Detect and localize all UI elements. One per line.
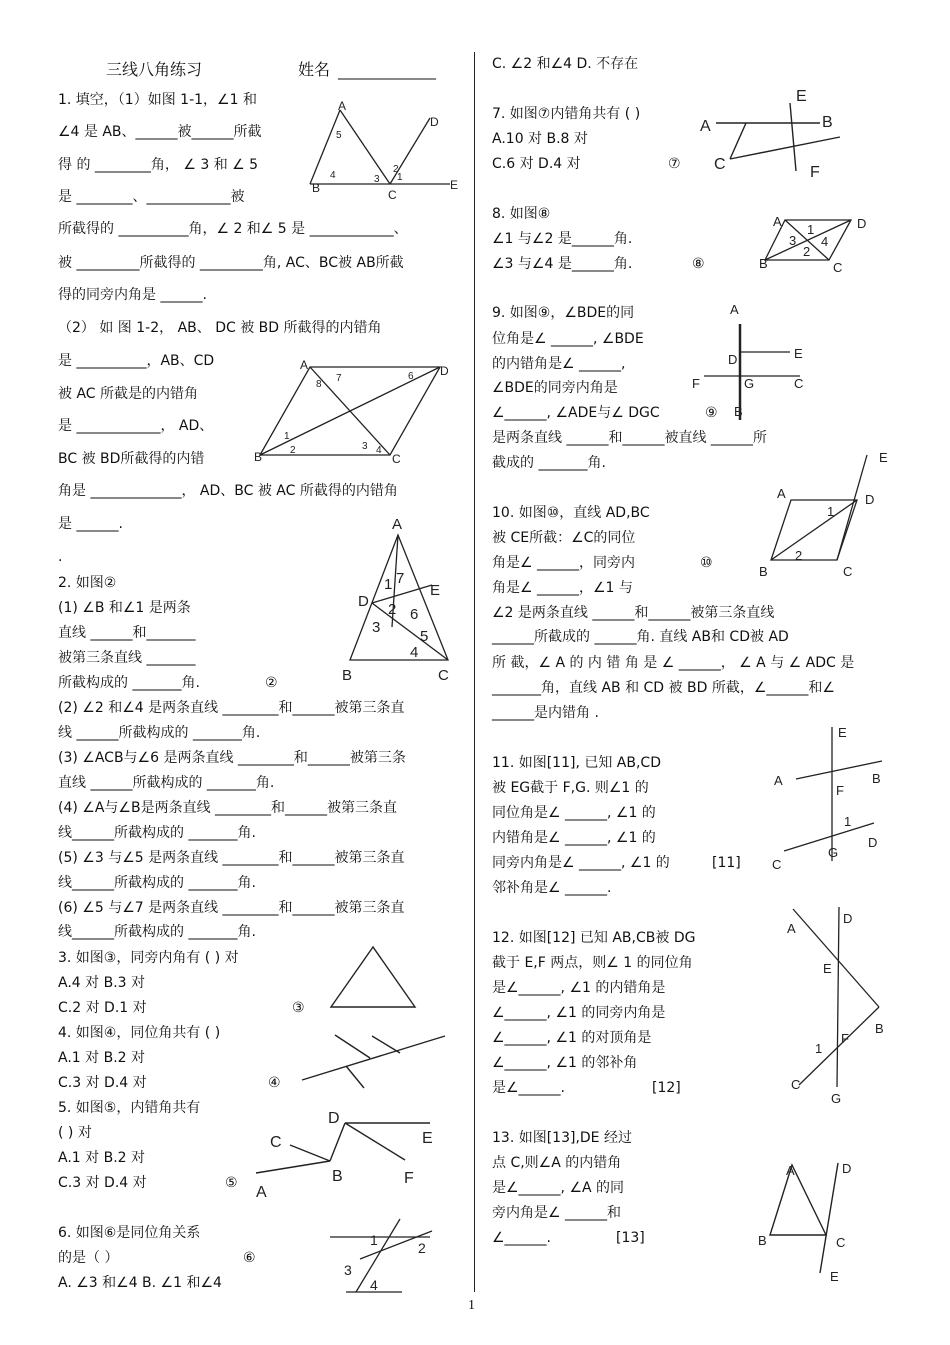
fig-label: 3 xyxy=(344,1262,352,1278)
q3-line: 3. 如图③，同旁内角有 ( ) 对 xyxy=(58,950,239,966)
q7-line: 7. 如图⑦内错角共有 ( ) xyxy=(492,106,641,122)
fig-label: G xyxy=(744,376,755,391)
q13-line: 13. 如图[13],DE 经过 xyxy=(492,1130,632,1146)
fig-label: E xyxy=(794,346,803,361)
figure-3 xyxy=(325,945,425,1015)
q11-line: 被 EG截于 F,G. 则∠1 的 xyxy=(492,780,649,796)
q6-line: C. ∠2 和∠4 D. 不存在 xyxy=(492,56,639,72)
fig-label: C xyxy=(791,1077,801,1092)
q2-line: 线______所截构成的 _______角. xyxy=(58,875,256,891)
fig-label: 1 xyxy=(827,504,835,519)
fig-label: D xyxy=(857,216,867,231)
figure-11 xyxy=(770,725,890,875)
fig-label: B xyxy=(734,404,743,419)
figure-4 xyxy=(300,1030,450,1090)
q3-line: C.2 对 D.1 对 xyxy=(58,1000,147,1016)
q1-line: 是 __________，AB、CD xyxy=(58,353,215,369)
figure-6 xyxy=(330,1215,440,1295)
fig-label: C xyxy=(388,188,397,202)
q7-line: C.6 对 D.4 对 xyxy=(492,156,581,172)
fig-label: 2 xyxy=(290,445,296,456)
stray-dot: . xyxy=(58,549,63,565)
figure-10 xyxy=(755,450,895,579)
q8-line: ∠3 与∠4 是______角. xyxy=(492,256,633,272)
q1-line: 角是 _____________， AD、BC 被 AC 所截得的内错角 xyxy=(58,483,398,499)
fig-label: E xyxy=(879,450,888,465)
fig-label: 6 xyxy=(408,371,414,382)
fig-label: F xyxy=(404,1170,414,1187)
fig-label: C xyxy=(270,1134,282,1151)
figure-tag: ⑤ xyxy=(225,1175,238,1191)
q1-line: 得的同旁内角是 ______. xyxy=(58,287,207,303)
fig-label: B xyxy=(759,256,768,271)
q1-line: 所截得的 __________角，∠ 2 和∠ 5 是 ____________、 xyxy=(58,221,408,237)
q1-line: BC 被 BD所截得的内错 xyxy=(58,451,205,467)
q2-line: (4) ∠A与∠B是两条直线 ________和______被第三条直 xyxy=(58,800,398,816)
figure-tag: ③ xyxy=(292,1000,305,1016)
fig-label: C xyxy=(833,260,843,275)
q9-line: 的内错角是∠ ______, xyxy=(492,356,626,372)
figure-1-1 xyxy=(300,100,460,200)
fig-label: 4 xyxy=(821,234,829,249)
fig-label: 8 xyxy=(316,379,322,390)
q10-line: ______是内错角 . xyxy=(492,705,599,721)
fig-label: C xyxy=(438,667,449,684)
q10-line: 角是∠ ______，同旁内 xyxy=(492,555,636,571)
q10-line: ______所截成的 ______角. 直线 AB和 CD被 AD xyxy=(492,629,789,645)
q11-line: 同旁内角是∠ ______, ∠1 的 xyxy=(492,855,670,871)
fig-label: A xyxy=(730,302,739,317)
q12-line: 截于 E,F 两点，则∠ 1 的同位角 xyxy=(492,955,693,971)
fig-label: C xyxy=(392,452,401,466)
q8-line: ∠1 与∠2 是______角. xyxy=(492,231,633,247)
q12-line: ∠______, ∠1 的邻补角 xyxy=(492,1055,638,1071)
q9-line: ∠______, ∠ADE与∠ DGC xyxy=(492,405,660,421)
q7-line: A.10 对 B.8 对 xyxy=(492,131,588,147)
fig-label: 4 xyxy=(330,170,336,181)
column-divider xyxy=(474,52,475,1292)
fig-label: 2 xyxy=(418,1240,426,1256)
fig-label: A xyxy=(774,773,783,788)
fig-label: D xyxy=(328,1110,340,1127)
fig-label: B xyxy=(332,1168,343,1185)
q12-line: 12. 如图[12] 已知 AB,CB被 DG xyxy=(492,930,696,946)
q10-line: 角是∠ ______，∠1 与 xyxy=(492,580,633,596)
q12-line: ∠______, ∠1 的对顶角是 xyxy=(492,1030,652,1046)
fig-label: 1 xyxy=(844,814,852,829)
q2-line: 线______所截构成的 _______角. xyxy=(58,825,256,841)
fig-label: 2 xyxy=(795,548,803,563)
q6-line: 的是（ ） xyxy=(58,1250,119,1266)
q12-line: ∠______, ∠1 的同旁内角是 xyxy=(492,1005,666,1021)
figure-12 xyxy=(785,905,905,1105)
fig-label: 3 xyxy=(362,441,368,452)
fig-label: B xyxy=(312,181,321,195)
q2-line: (3) ∠ACB与∠6 是两条直线 ________和______被第三条 xyxy=(58,750,406,766)
q9-line: 是两条直线 ______和______被直线 ______所 xyxy=(492,430,767,446)
fig-label: 1 xyxy=(807,222,815,237)
figure-9 xyxy=(690,300,820,425)
fig-label: E xyxy=(422,1130,433,1147)
fig-label: 1 xyxy=(815,1041,823,1056)
fig-label: B xyxy=(758,1233,767,1248)
q2-line: 线______所截构成的 _______角. xyxy=(58,924,256,940)
q2-line: (5) ∠3 与∠5 是两条直线 ________和______被第三条直 xyxy=(58,850,405,866)
q1-line: ∠4 是 AB、______被______所截 xyxy=(58,124,262,140)
q5-line: ( ) 对 xyxy=(58,1125,92,1141)
figure-8 xyxy=(755,210,875,280)
name-blank: ______________ xyxy=(338,64,436,80)
fig-label: E xyxy=(823,961,832,976)
q1-line: 被 AC 所截是的内错角 xyxy=(58,386,199,402)
q5-line: 5. 如图⑤，内错角共有 xyxy=(58,1100,201,1116)
fig-label: D xyxy=(868,835,878,850)
q11-line: 内错角是∠ ______, ∠1 的 xyxy=(492,830,656,846)
q6-line: A. ∠3 和∠4 B. ∠1 和∠4 xyxy=(58,1275,222,1291)
fig-label: F xyxy=(810,164,820,181)
figure-tag: ② xyxy=(265,675,278,691)
fig-label: 6 xyxy=(410,606,419,623)
fig-label: A xyxy=(256,1184,267,1201)
figure-tag: ⑩ xyxy=(700,555,713,571)
fig-label: B xyxy=(875,1021,884,1036)
fig-label: 2 xyxy=(803,244,811,259)
fig-label: A xyxy=(777,486,786,501)
fig-label: 1 xyxy=(384,576,393,593)
figure-tag: ④ xyxy=(268,1075,281,1091)
fig-label: C xyxy=(714,156,726,173)
q12-line: 是∠______, ∠1 的内错角是 xyxy=(492,980,666,996)
fig-label: C xyxy=(794,376,804,391)
fig-label: A xyxy=(786,1163,795,1178)
q9-line: 截成的 _______角. xyxy=(492,455,606,471)
q13-line: ∠______. xyxy=(492,1230,552,1246)
q10-line: _______角，直线 AB 和 CD 被 BD 所截，∠______和∠ xyxy=(492,680,835,696)
fig-label: E xyxy=(430,582,441,599)
fig-label: E xyxy=(830,1269,839,1284)
q2-line: 直线 ______和_______ xyxy=(58,625,196,641)
q2-line: (2) ∠2 和∠4 是两条直线 ________和______被第三条直 xyxy=(58,700,405,716)
fig-label: E xyxy=(796,88,807,105)
fig-label: D xyxy=(440,364,449,378)
fig-label: G xyxy=(831,1091,842,1106)
q9-line: 位角是∠ ______, ∠BDE xyxy=(492,331,644,347)
figure-tag: ⑧ xyxy=(692,256,705,272)
q11-line: 同位角是∠ ______, ∠1 的 xyxy=(492,805,656,821)
q13-line: 点 C,则∠A 的内错角 xyxy=(492,1155,622,1171)
fig-label: 4 xyxy=(376,445,382,456)
fig-label: 5 xyxy=(336,130,342,141)
fig-label: D xyxy=(865,492,875,507)
figure-5 xyxy=(250,1105,450,1201)
fig-label: D xyxy=(430,115,439,129)
fig-label: C xyxy=(836,1235,846,1250)
q8-line: 8. 如图⑧ xyxy=(492,206,551,222)
q2-line: (1) ∠B 和∠1 是两条 xyxy=(58,600,191,616)
fig-label: 3 xyxy=(372,619,381,636)
fig-label: B xyxy=(759,564,768,579)
q4-line: C.3 对 D.4 对 xyxy=(58,1075,147,1091)
q2-line: 直线 ______所截构成的 _______角. xyxy=(58,775,275,791)
fig-label: A xyxy=(787,921,796,936)
fig-label: E xyxy=(838,725,847,740)
q5-line: A.1 对 B.2 对 xyxy=(58,1150,146,1166)
figure-tag: [11] xyxy=(712,855,741,871)
worksheet-title: 三线八角练习 xyxy=(106,60,203,79)
fig-label: 5 xyxy=(420,628,429,645)
fig-label: A xyxy=(392,516,403,533)
fig-label: B xyxy=(822,114,833,131)
fig-label: E xyxy=(450,178,459,192)
fig-label: A xyxy=(338,99,347,113)
fig-label: C xyxy=(772,857,782,872)
fig-label: 4 xyxy=(410,644,419,661)
q1-line: 是 ________、____________被 xyxy=(58,189,245,205)
q10-line: 所 截，∠ A 的 内 错 角 是 ∠ ______， ∠ A 与 ∠ ADC 是 xyxy=(492,655,855,671)
fig-label: 3 xyxy=(789,233,797,248)
figure-7 xyxy=(700,85,850,185)
q3-line: A.4 对 B.3 对 xyxy=(58,975,146,991)
fig-label: 7 xyxy=(336,373,342,384)
fig-label: F xyxy=(841,1031,849,1046)
fig-label: F xyxy=(692,376,700,391)
q2-line: (6) ∠5 与∠7 是两条直线 ________和______被第三条直 xyxy=(58,900,405,916)
figure-tag: [13] xyxy=(616,1230,645,1246)
fig-label: B xyxy=(872,771,881,786)
q1-line: （2） 如 图 1-2， AB、 DC 被 BD 所截得的内错角 xyxy=(58,320,382,336)
figure-tag: [12] xyxy=(652,1080,681,1096)
figure-tag: ⑥ xyxy=(243,1250,256,1266)
fig-label: 2 xyxy=(393,164,399,175)
q12-line: 是∠______. xyxy=(492,1080,566,1096)
figure-13 xyxy=(750,1155,860,1295)
figure-2 xyxy=(340,515,460,684)
figure-tag: ⑦ xyxy=(668,156,681,172)
q11-line: 11. 如图[11], 已知 AB,CD xyxy=(492,755,661,771)
q10-line: 10. 如图⑩，直线 AD,BC xyxy=(492,505,650,521)
fig-label: C xyxy=(843,564,853,579)
q1-line: 得 的 ________角， ∠ 3 和 ∠ 5 xyxy=(58,157,259,173)
q2-line: 所截构成的 _______角. xyxy=(58,675,200,691)
fig-label: 1 xyxy=(370,1232,378,1248)
q10-line: ∠2 是两条直线 ______和______被第三条直线 xyxy=(492,605,775,621)
q1-line: 是 ____________， AD、 xyxy=(58,418,214,434)
fig-label: 4 xyxy=(370,1277,378,1293)
q13-line: 旁内角是∠ ______和 xyxy=(492,1205,622,1221)
fig-label: B xyxy=(254,450,263,464)
fig-label: A xyxy=(300,358,309,372)
q11-line: 邻补角是∠ ______. xyxy=(492,880,612,896)
fig-label: G xyxy=(828,845,839,860)
fig-label: 1 xyxy=(284,431,290,442)
fig-label: D xyxy=(842,1161,852,1176)
fig-label: 1 xyxy=(397,172,403,183)
q13-line: 是∠______, ∠A 的同 xyxy=(492,1180,625,1196)
name-label: 姓名 xyxy=(298,60,331,79)
q5-line: C.3 对 D.4 对 xyxy=(58,1175,147,1191)
fig-label: A xyxy=(773,214,782,229)
q4-line: A.1 对 B.2 对 xyxy=(58,1050,146,1066)
fig-label: F xyxy=(836,783,844,798)
q9-line: 9. 如图⑨，∠BDE的同 xyxy=(492,305,635,321)
fig-label: 3 xyxy=(374,174,380,185)
page-number: 1 xyxy=(468,1298,475,1313)
figure-tag: ⑨ xyxy=(705,405,718,421)
q10-line: 被 CE所截：∠C的同位 xyxy=(492,530,636,546)
fig-label: B xyxy=(342,667,353,684)
q1-line: 是 ______. xyxy=(58,516,123,532)
figure-1-2 xyxy=(250,355,470,465)
q2-line: 2. 如图② xyxy=(58,575,117,591)
fig-label: 7 xyxy=(396,570,405,587)
q1-line: 1. 填空，（1）如图 1-1，∠1 和 xyxy=(58,92,257,108)
q2-line: 线 ______所截构成的 _______角. xyxy=(58,725,261,741)
q9-line: ∠BDE的同旁内角是 xyxy=(492,380,618,396)
q1-line: 被 _________所截得的 _________角, AC、BC被 AB所截 xyxy=(58,255,404,271)
fig-label: A xyxy=(700,118,711,135)
q2-line: 被第三条直线 _______ xyxy=(58,650,196,666)
fig-label: D xyxy=(358,593,369,610)
fig-label: 2 xyxy=(388,601,397,618)
fig-label: D xyxy=(843,911,853,926)
q4-line: 4. 如图④，同位角共有 ( ) xyxy=(58,1025,221,1041)
fig-label: D xyxy=(728,352,738,367)
q6-line: 6. 如图⑥是同位角关系 xyxy=(58,1225,201,1241)
